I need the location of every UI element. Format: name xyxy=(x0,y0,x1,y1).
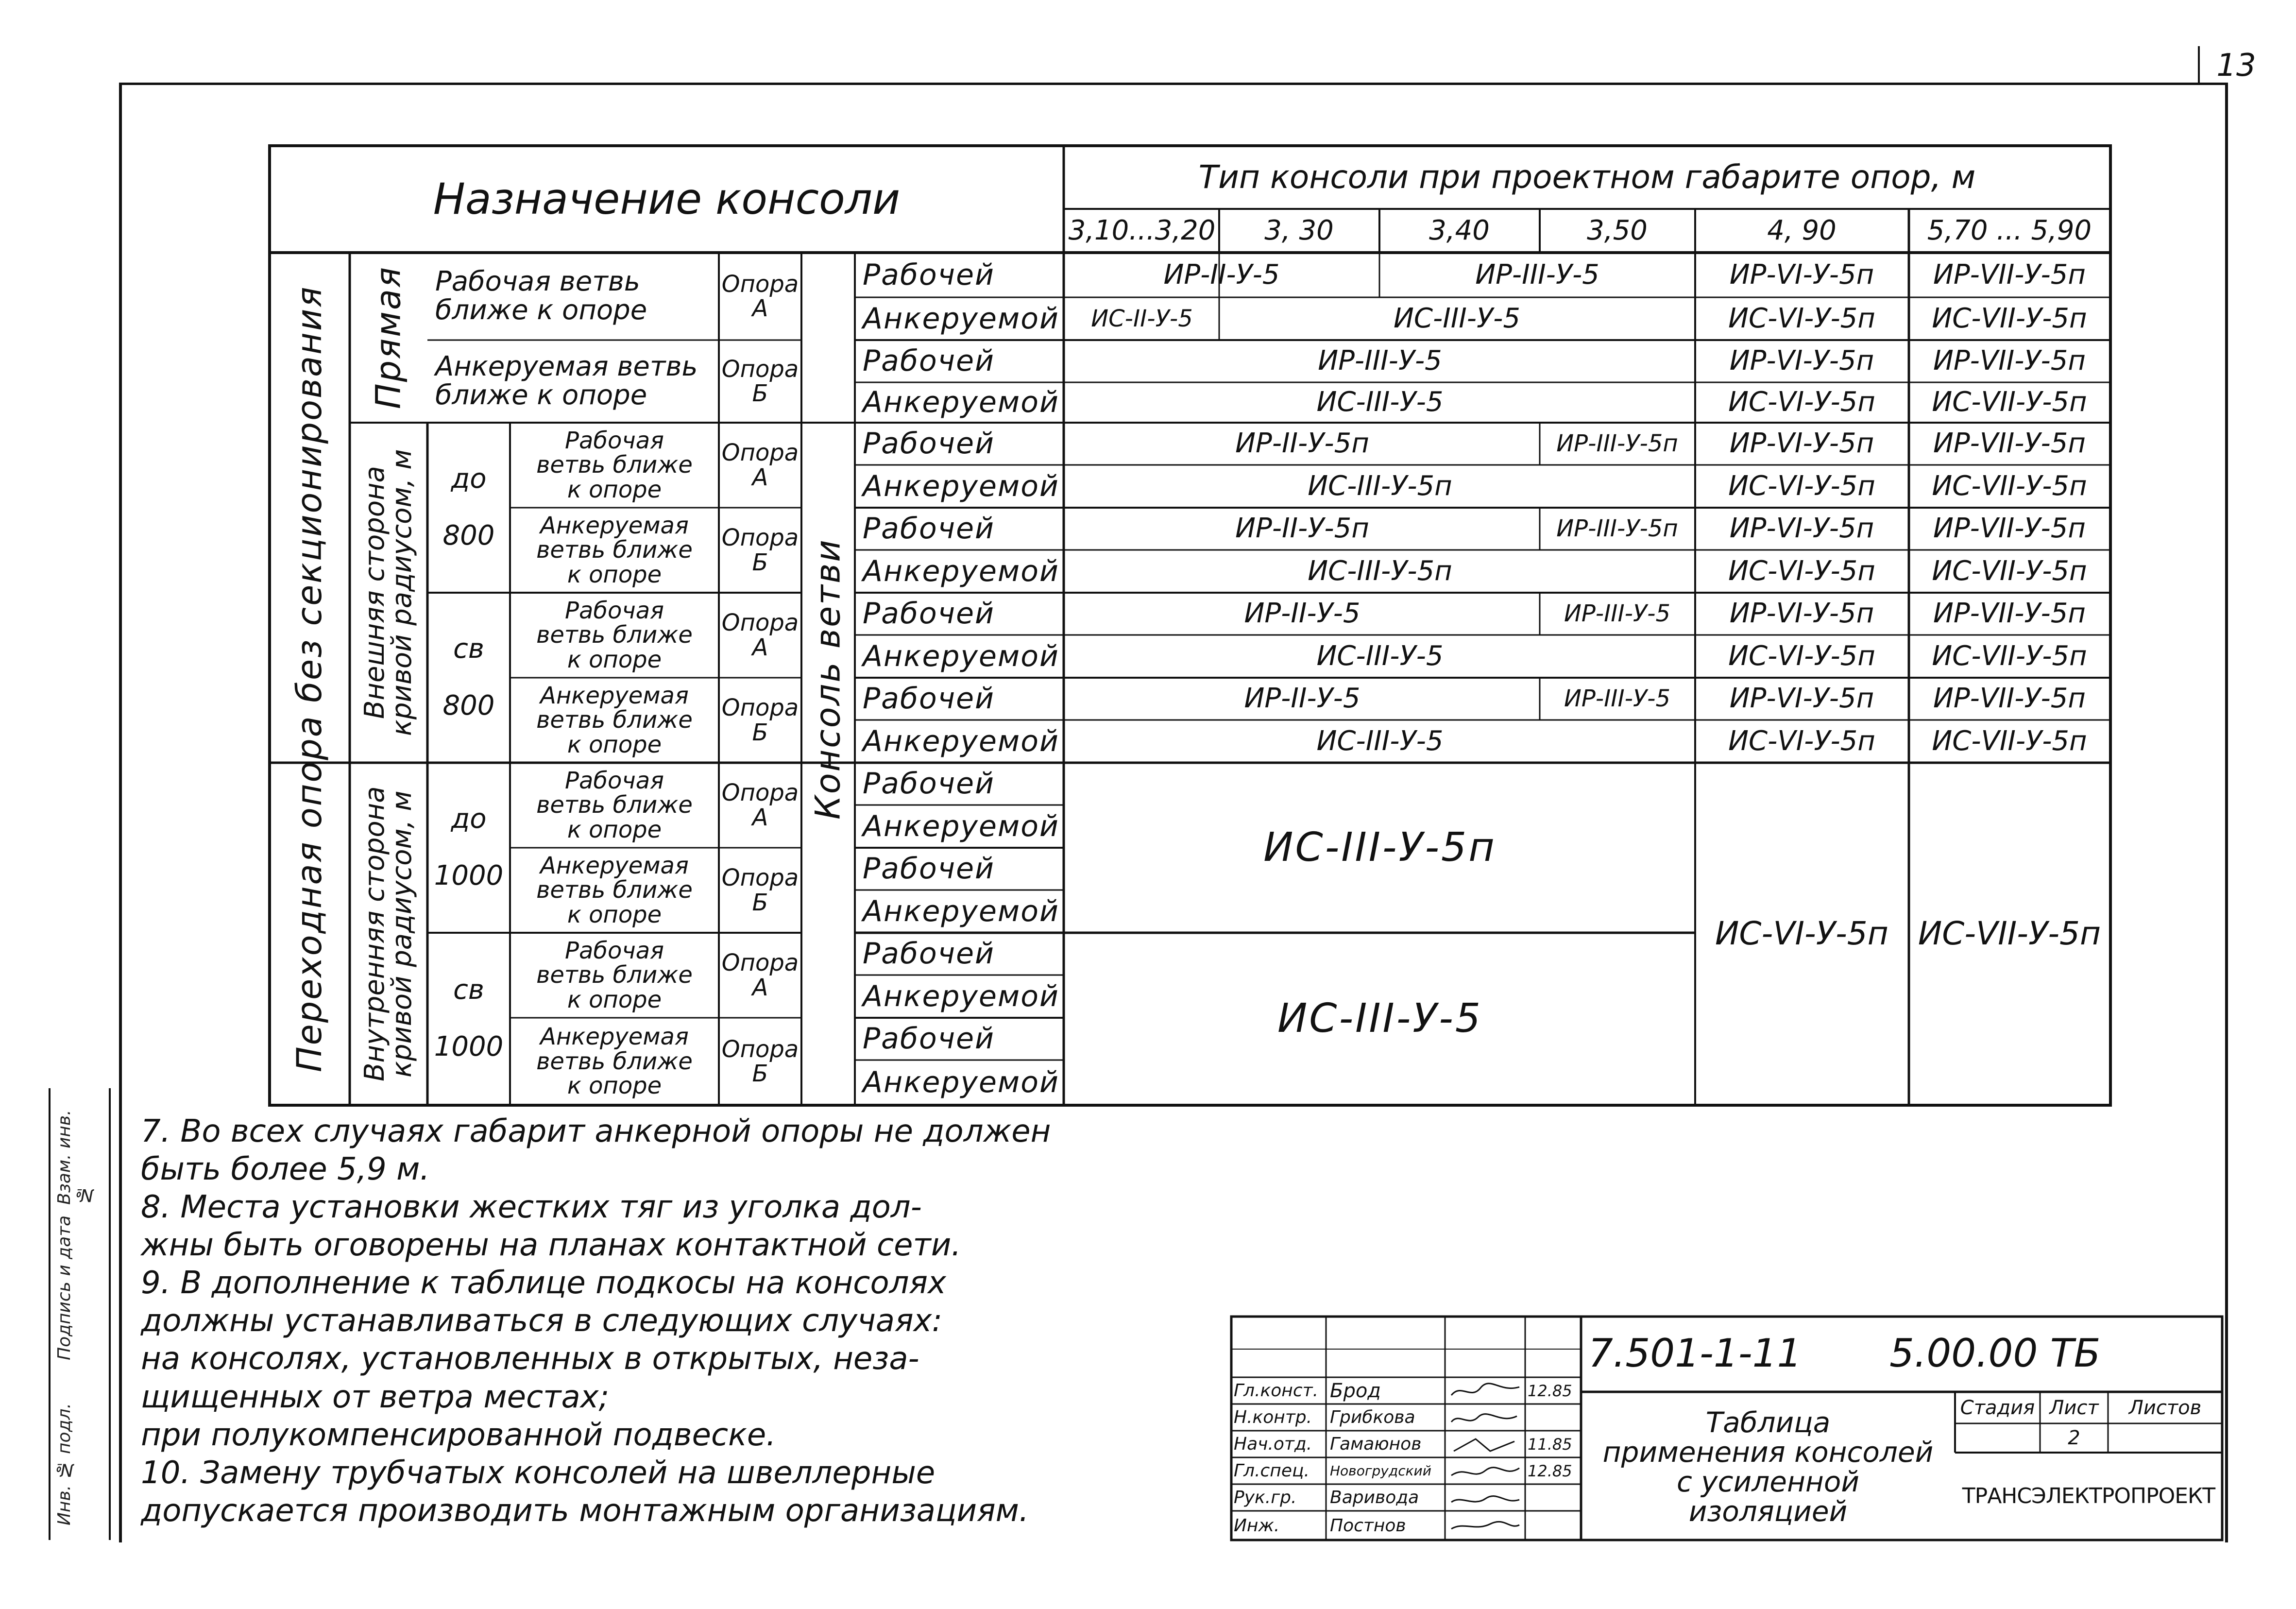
gauge-3-10-3-20: 3,10...3,20 xyxy=(1068,214,1216,246)
role-working: Рабочей xyxy=(863,682,995,716)
value-cell: ИР-VII-У-5п xyxy=(1933,345,2086,377)
sheet-label: Лист xyxy=(2049,1396,2099,1419)
outer-to-800-working: Рабочая ветвь ближе к опоре xyxy=(536,427,693,503)
value-cell: ИР-VII-У-5п xyxy=(1933,683,2086,715)
value-cell: ИР-VI-У-5п xyxy=(1729,345,1874,377)
role-anchored: Анкеруемой xyxy=(863,1065,1059,1099)
value-cell: ИС-VI-У-5п xyxy=(1728,386,1875,418)
date-cell: 12.85 xyxy=(1528,1461,1572,1480)
value-cell: ИС-III-У-5 xyxy=(1316,725,1444,757)
support-b: Опора Б xyxy=(721,694,799,746)
signature-mark xyxy=(1454,1439,1514,1451)
value-cell: ИС-VII-У-5п xyxy=(1932,725,2087,757)
value-cell: ИС-VII-У-5п xyxy=(1932,470,2087,502)
note-8: 8. Места установки жестких тяг из уголка дол- жны быть оговорены на планах контактной сети. xyxy=(141,1189,961,1264)
signature-mark xyxy=(1451,1522,1519,1529)
outer-over-800-anchored: Анкеруемая ветвь ближе к опоре xyxy=(536,682,693,758)
name-gamayunov: Гамаюнов xyxy=(1330,1434,1422,1454)
side-label-sign: Подпись и дата xyxy=(54,1215,74,1360)
role-anchored: Анкеруемой xyxy=(863,724,1059,758)
value-cell: ИР-VI-У-5п xyxy=(1729,428,1874,460)
value-cell: ИР-II-У-5 xyxy=(1163,258,1280,291)
value-cell: ИР-VI-У-5п xyxy=(1729,598,1874,630)
signature-mark xyxy=(1451,1384,1519,1395)
gauge-3-30: 3, 30 xyxy=(1264,214,1334,246)
role-working: Рабочей xyxy=(863,512,995,546)
page-number: 13 xyxy=(2198,46,2273,85)
support-b: Опора Б xyxy=(721,355,799,407)
signatures xyxy=(1446,1378,1524,1539)
outer-over-800-working: Рабочая ветвь ближе к опоре xyxy=(536,597,693,673)
gauge-4-90: 4, 90 xyxy=(1767,214,1837,246)
value-cell: ИС-III-У-5п xyxy=(1308,470,1452,502)
role-working: Рабочей xyxy=(863,344,995,378)
support-a: Опора А xyxy=(721,439,799,491)
role-anchored: Анкеруемой xyxy=(863,385,1059,419)
role-chief-specialist: Гл.спец. xyxy=(1234,1461,1310,1481)
role-anchored: Анкеруемой xyxy=(863,894,1059,928)
role-anchored: Анкеруемой xyxy=(863,979,1059,1013)
value-cell: ИС-VII-У-5п xyxy=(1932,386,2087,418)
date-cell: 12.85 xyxy=(1528,1381,1572,1400)
note-7: 7. Во всех случаях габарит анкерной опоры не должен быть более 5,9 м. xyxy=(141,1113,1051,1188)
support-a: Опора А xyxy=(721,609,799,661)
support-a: Опора А xyxy=(721,949,799,1001)
support-a: Опора А xyxy=(721,779,799,831)
value-cell: ИР-VII-У-5п xyxy=(1933,598,2086,630)
support-a: Опора А xyxy=(721,270,799,322)
side-inner-curve: Внутренняя сторона кривой радиусом, м xyxy=(359,786,418,1082)
side-label-original: Инв. № подл. xyxy=(54,1403,74,1525)
support-b: Опора Б xyxy=(721,524,799,576)
role-anchored: Анкеруемой xyxy=(863,639,1059,673)
name-varivoda: Варивода xyxy=(1330,1488,1419,1507)
inner-to-1000-anchored: Анкеруемая ветвь ближе к опоре xyxy=(536,852,693,928)
role-engineer: Инж. xyxy=(1234,1515,1280,1536)
note-10: 10. Замену трубчатых консолей на швеллерные допускается производить монтажным организациям. xyxy=(141,1455,1029,1529)
role-anchored: Анкеруемой xyxy=(863,809,1059,843)
stage-label: Стадия xyxy=(1960,1396,2035,1419)
value-cell-merged: ИС-VI-У-5п xyxy=(1715,915,1888,953)
value-cell: ИС-VI-У-5п xyxy=(1728,302,1875,334)
value-cell: ИС-III-У-5 xyxy=(1394,302,1520,334)
value-cell: ИР-II-У-5 xyxy=(1244,598,1361,630)
role-anchored: Анкеруемой xyxy=(863,469,1059,503)
inner-over-1000-anchored: Анкеруемая ветвь ближе к опоре xyxy=(536,1023,693,1100)
value-cell: ИР-II-У-5 xyxy=(1244,683,1361,715)
role-chief-designer: Гл.конст. xyxy=(1234,1381,1319,1401)
gauge-3-40: 3,40 xyxy=(1429,214,1490,246)
radius-to-800: до 800 xyxy=(442,462,495,552)
value-cell: ИР-VI-У-5п xyxy=(1729,513,1874,545)
straight-working-branch: Рабочая ветвь ближе к опоре xyxy=(435,266,647,326)
console-branch-label: Консоль ветви xyxy=(808,538,848,820)
side-outer-curve: Внешняя сторона кривой радиусом, м xyxy=(359,449,418,736)
role-working: Рабочей xyxy=(863,427,995,461)
sheet-code: 5.00.00 ТБ xyxy=(1889,1330,2101,1376)
outer-to-800-anchored: Анкеруемая ветвь ближе к опоре xyxy=(536,512,693,588)
value-cell: ИС-VI-У-5п xyxy=(1728,725,1875,757)
value-cell-merged: ИС-III-У-5 xyxy=(1277,995,1483,1042)
sheets-label: Листов xyxy=(2128,1396,2202,1419)
value-cell: ИР-VII-У-5п xyxy=(1933,258,2086,291)
role-norm-control: Н.контр. xyxy=(1234,1407,1312,1427)
value-cell: ИР-III-У-5 xyxy=(1564,685,1671,713)
value-cell: ИС-VI-У-5п xyxy=(1728,470,1875,502)
gauge-3-50: 3,50 xyxy=(1587,214,1648,246)
name-postnov: Постнов xyxy=(1330,1515,1406,1536)
radius-over-1000: св 1000 xyxy=(434,974,504,1063)
straight-anchored-branch: Анкеруемая ветвь ближе к опоре xyxy=(435,351,698,411)
value-cell: ИС-VI-У-5п xyxy=(1728,640,1875,672)
value-cell: ИР-VI-У-5п xyxy=(1729,683,1874,715)
sheet-value: 2 xyxy=(2068,1427,2080,1449)
value-cell: ИР-VII-У-5п xyxy=(1933,428,2086,460)
value-cell: ИР-III-У-5 xyxy=(1318,345,1442,377)
role-working: Рабочей xyxy=(863,767,995,801)
name-novogrudsky: Новогрудский xyxy=(1330,1463,1431,1479)
role-dept-head: Нач.отд. xyxy=(1234,1434,1312,1454)
notes-block xyxy=(141,1113,1185,1530)
value-cell: ИС-VII-У-5п xyxy=(1932,555,2087,587)
value-cell: ИР-III-У-5п xyxy=(1556,515,1678,543)
support-b: Опора Б xyxy=(721,1035,799,1087)
name-brod: Брод xyxy=(1330,1379,1381,1402)
group-transition-support: Переходная опора без секционирования xyxy=(289,285,329,1073)
value-cell: ИС-II-У-5 xyxy=(1091,305,1193,332)
signature-mark xyxy=(1451,1496,1519,1502)
document-title: Таблица применения консолей с усиленной изоляцией xyxy=(1602,1406,1934,1528)
role-working: Рабочей xyxy=(863,597,995,631)
value-cell-merged: ИС-VII-У-5п xyxy=(1918,915,2101,953)
date-cell: 11.85 xyxy=(1528,1435,1572,1454)
signature-mark xyxy=(1451,1468,1519,1475)
inner-over-1000-working: Рабочая ветвь ближе к опоре xyxy=(536,937,693,1013)
value-cell: ИР-VI-У-5п xyxy=(1729,258,1874,291)
gauge-5-70-5-90: 5,70 ... 5,90 xyxy=(1927,214,2092,246)
value-cell: ИР-II-У-5п xyxy=(1235,513,1369,545)
role-anchored: Анкеруемой xyxy=(863,301,1059,336)
inner-to-1000-working: Рабочая ветвь ближе к опоре xyxy=(536,767,693,843)
value-cell-merged: ИС-III-У-5п xyxy=(1263,824,1497,871)
side-straight: Прямая xyxy=(368,266,408,410)
organization-name: ТРАНСЭЛЕКТРОПРОЕКТ xyxy=(1962,1483,2215,1508)
value-cell: ИР-VII-У-5п xyxy=(1933,513,2086,545)
value-cell: ИР-II-У-5п xyxy=(1235,428,1369,460)
role-anchored: Анкеруемой xyxy=(863,554,1059,588)
role-working: Рабочей xyxy=(863,937,995,971)
name-gribkova: Грибкова xyxy=(1330,1407,1415,1427)
note-9: 9. В дополнение к таблице подкосы на консолях должны устанавливаться в следующих случаях: на консолях, установленных в открытых, неза- щищенных от ветра местах; при полукомпенсированной подвеске. xyxy=(141,1265,946,1453)
role-working: Рабочей xyxy=(863,852,995,886)
value-cell: ИР-III-У-5 xyxy=(1564,600,1671,628)
value-cell: ИС-VII-У-5п xyxy=(1932,302,2087,334)
value-cell: ИР-III-У-5п xyxy=(1556,430,1678,458)
value-cell: ИР-III-У-5 xyxy=(1475,258,1599,291)
value-cell: ИС-VI-У-5п xyxy=(1728,555,1875,587)
value-cell: ИС-VII-У-5п xyxy=(1932,640,2087,672)
role-working: Рабочей xyxy=(863,1022,995,1056)
role-group-lead: Рук.гр. xyxy=(1234,1488,1297,1507)
value-cell: ИС-III-У-5п xyxy=(1308,555,1452,587)
radius-over-800: св 800 xyxy=(442,633,495,722)
value-cell: ИС-III-У-5 xyxy=(1316,386,1444,418)
header-console-type: Тип консоли при проектном габарите опор, м xyxy=(1198,158,1976,196)
value-cell: ИС-III-У-5 xyxy=(1316,640,1444,672)
support-b: Опора Б xyxy=(721,864,799,916)
signature-mark xyxy=(1451,1414,1517,1422)
doc-code: 7.501-1-11 xyxy=(1588,1330,1802,1376)
radius-to-1000: до 1000 xyxy=(434,803,504,892)
header-purpose: Назначение консоли xyxy=(433,173,901,224)
side-label-inv: Взам. инв. № xyxy=(54,1110,94,1205)
role-working: Рабочей xyxy=(863,257,995,292)
